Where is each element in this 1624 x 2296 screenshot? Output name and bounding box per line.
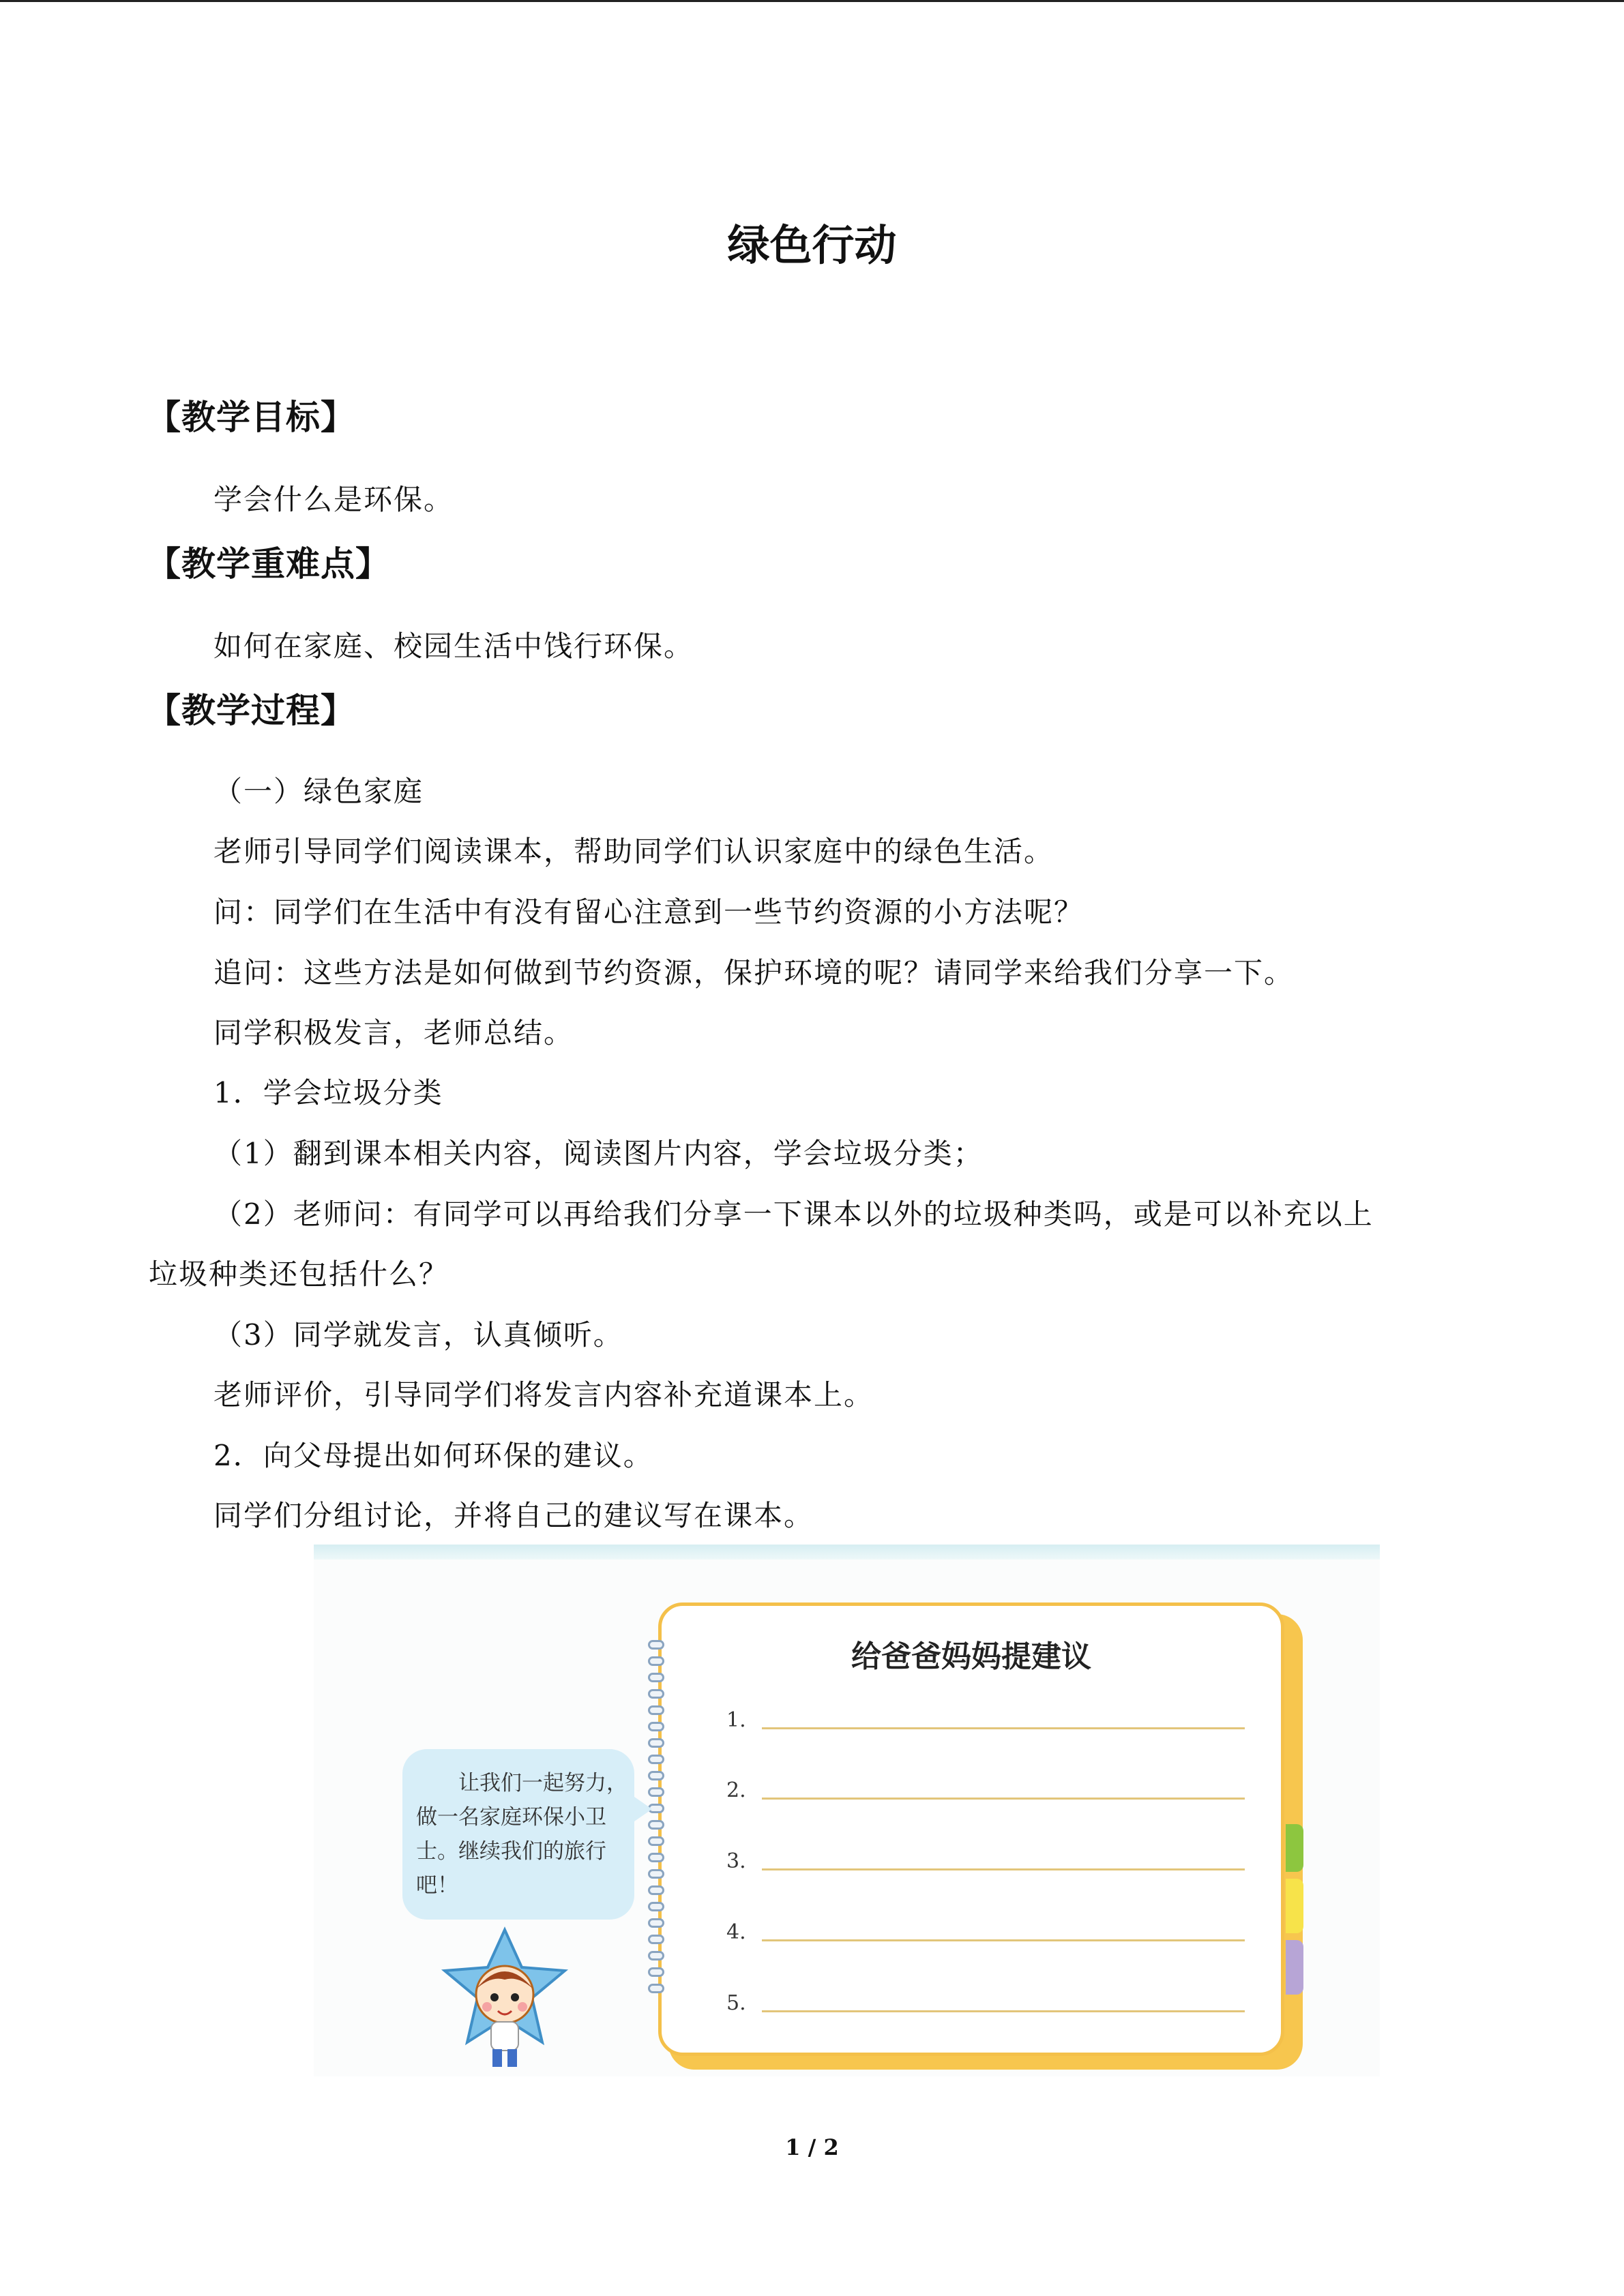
speech-bubble-text: 让我们一起努力，做一名家庭环保小卫士。继续我们的旅行吧！	[416, 1771, 628, 1898]
process-paragraph: 老师评价，引导同学们将发言内容补充道课本上。	[213, 1378, 874, 1412]
line-number: 3.	[726, 1849, 746, 1873]
process-paragraph: 同学积极发言，老师总结。	[213, 1016, 574, 1049]
process-paragraph: 2．向父母提出如何环保的建议。	[213, 1439, 653, 1472]
star-mascot-icon	[437, 1926, 573, 2076]
notebook-tab-purple	[1286, 1940, 1303, 1995]
goal-heading: 【教学目标】	[147, 398, 355, 437]
key-text: 如何在家庭、校园生活中饯行环保。	[213, 629, 694, 663]
line-number: 2.	[726, 1778, 746, 1802]
notebook-title: 给爸爸妈妈提建议	[851, 1639, 1091, 1674]
suggestion-line	[726, 1775, 1245, 1802]
key-heading: 【教学重难点】	[147, 544, 390, 584]
notebook-tab-yellow	[1286, 1879, 1303, 1933]
suggestion-line	[726, 1846, 1245, 1873]
process-paragraph: 追问：这些方法是如何做到节约资源，保护环境的呢？请同学来给我们分享一下。	[213, 956, 1295, 989]
process-paragraph: （2）老师问：有同学可以再给我们分享一下课本以外的垃圾种类吗，或是可以补充以上	[213, 1197, 1374, 1231]
process-paragraph: 1．学会垃圾分类	[213, 1076, 443, 1109]
suggestion-line	[726, 1705, 1245, 1732]
process-paragraph: （3）同学就发言，认真倾听。	[213, 1318, 623, 1352]
process-paragraph: 问：同学们在生活中有没有留心注意到一些节约资源的小方法呢？	[213, 895, 1084, 929]
speech-bubble-tail	[634, 1797, 652, 1821]
suggestion-line	[726, 1917, 1245, 1944]
notebook-tab-green	[1286, 1824, 1303, 1872]
textbook-illustration	[314, 1545, 1380, 2076]
process-heading: 【教学过程】	[147, 691, 355, 730]
notebook-spiral-icon	[648, 1640, 668, 2022]
process-paragraph: 同学们分组讨论，并将自己的建议写在课本。	[213, 1499, 814, 1532]
illustration-top-band	[314, 1545, 1380, 1560]
suggestion-line	[726, 1988, 1245, 2015]
process-paragraph: （1）翻到课本相关内容，阅读图片内容，学会垃圾分类；	[213, 1137, 984, 1170]
process-paragraph: 老师引导同学们阅读课本，帮助同学们认识家庭中的绿色生活。	[213, 835, 1054, 868]
goal-text: 学会什么是环保。	[213, 483, 454, 516]
line-number: 5.	[726, 1991, 746, 2015]
page-number: 1 / 2	[785, 2134, 839, 2160]
process-paragraph: （一）绿色家庭	[213, 775, 424, 808]
page-top-border	[0, 0, 1624, 2]
page-title: 绿色行动	[727, 220, 897, 270]
line-number: 1.	[726, 1708, 746, 1732]
process-paragraph-continued: 垃圾种类还包括什么？	[149, 1257, 449, 1291]
line-number: 4.	[726, 1920, 746, 1944]
